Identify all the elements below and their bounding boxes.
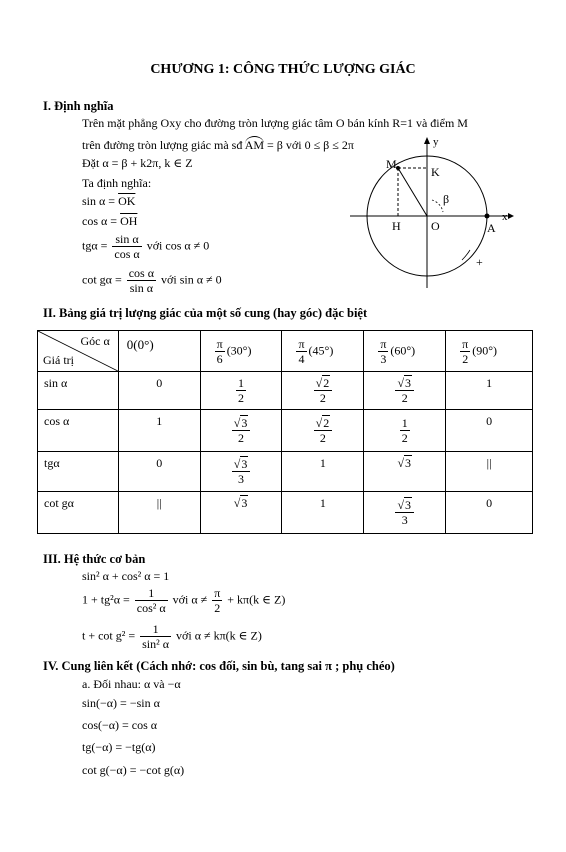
table-cell: 0 bbox=[118, 452, 200, 492]
table-cell: 1 bbox=[446, 372, 533, 410]
label-a: A bbox=[487, 221, 496, 235]
corner-value-label: Giá trị bbox=[43, 353, 74, 367]
row-header-sin: sin α bbox=[38, 372, 119, 410]
label-y: y bbox=[433, 136, 439, 148]
opposite-cotg: cot g(−α) = −cot g(α) bbox=[82, 763, 185, 777]
identity-1: sin² α + cos² α = 1 bbox=[82, 569, 170, 583]
sin-definition: $\sin \alpha = \overline{OK}$ bbox=[82, 194, 136, 208]
table-cell: $\frac{1}{2}$ bbox=[364, 410, 446, 452]
table-row-cotg bbox=[38, 492, 533, 534]
section-4-heading: IV. Cung liên kết (Cách nhớ: cos đối, sin bù, tang sai π ; phụ chéo) bbox=[43, 659, 395, 673]
trig-values-table bbox=[37, 330, 533, 534]
label-plus: + bbox=[476, 255, 483, 269]
label-x: x bbox=[502, 211, 508, 223]
opposite-tg: tg(−α) = −tg(α) bbox=[82, 740, 156, 754]
table-cell: $\frac{√2}{2}$ bbox=[282, 410, 364, 452]
col-header-0: 0(0°) bbox=[118, 331, 200, 372]
identity-2: 1 + tg²α = $\frac{1}{\text{cos² α}}$ với α ≠ $\frac{\pi}{2}$ + kπ(k ∈ Z) bbox=[82, 586, 286, 615]
table-cell: $\frac{√3}{2}$ bbox=[364, 372, 446, 410]
corner-angle-label: Góc α bbox=[80, 334, 110, 348]
row-header-cos: cos α bbox=[38, 410, 119, 452]
table-cell: || bbox=[446, 452, 533, 492]
tg-definition: tgα = $\frac{\text{sin α}}{\text{cos α}}$ với cos α ≠ 0 bbox=[82, 232, 210, 261]
label-m: M bbox=[386, 157, 397, 171]
row-header-tg: tgα bbox=[38, 452, 119, 492]
label-h: H bbox=[392, 219, 401, 233]
row-header-cotg: cot gα bbox=[38, 492, 119, 534]
col-header-30: $\frac{\pi}{6}$ (30°) bbox=[200, 331, 282, 372]
section-3-heading: III. Hệ thức cơ bản bbox=[43, 552, 146, 566]
cos-definition: $\cos \alpha = \overline{OH}$ bbox=[82, 214, 138, 228]
col-header-45: $\frac{\pi}{4}$ (45°) bbox=[282, 331, 364, 372]
table-cell: 0 bbox=[118, 372, 200, 410]
table-cell: 0 bbox=[446, 410, 533, 452]
cotg-definition: cot gα = $\frac{\text{cos α}}{\text{sin α}}$ với sin α ≠ 0 bbox=[82, 266, 222, 295]
unit-circle-figure bbox=[350, 132, 520, 292]
opposite-cos: cos(−α) = cos α bbox=[82, 718, 158, 732]
definition-line-2: trên đường tròn lượng giác mà sđ AM = β với 0 ≤ β ≤ 2π bbox=[82, 138, 354, 152]
table-cell: √3 bbox=[364, 452, 446, 492]
identity-3: t + cot g² = $\frac{1}{\text{sin² α}}$ với α ≠ kπ(k ∈ Z) bbox=[82, 622, 262, 651]
table-cell: $\frac{√2}{2}$ bbox=[282, 372, 364, 410]
table-row-sin bbox=[38, 372, 533, 410]
table-cell: $\frac{√3}{3}$ bbox=[200, 452, 282, 492]
table-cell: 0 bbox=[446, 492, 533, 534]
table-cell: $\frac{√3}{3}$ bbox=[364, 492, 446, 534]
table-cell: $\frac{√3}{2}$ bbox=[200, 410, 282, 452]
section-1-heading: I. Định nghĩa bbox=[43, 99, 114, 113]
table-cell: 1 bbox=[118, 410, 200, 452]
table-cell: 1 bbox=[282, 492, 364, 534]
col-header-60: $\frac{\pi}{3}$ (60°) bbox=[364, 331, 446, 372]
label-o: O bbox=[431, 219, 440, 233]
table-corner bbox=[38, 331, 119, 372]
col-header-90: $\frac{\pi}{2}$ (90°) bbox=[446, 331, 533, 372]
table-row-cos bbox=[38, 410, 533, 452]
table-cell: || bbox=[118, 492, 200, 534]
table-cell: 1 bbox=[282, 452, 364, 492]
label-k: K bbox=[431, 165, 440, 179]
table-cell: $\frac{1}{2}$ bbox=[200, 372, 282, 410]
define-label: Ta định nghĩa: bbox=[82, 176, 152, 190]
table-cell: √3 bbox=[200, 492, 282, 534]
definition-line-1: Trên mặt phẳng Oxy cho đường tròn lượng giác tâm O bán kính R=1 và điểm M bbox=[82, 116, 468, 130]
arc-am: AM bbox=[244, 138, 265, 152]
set-alpha: Đặt α = β + k2π, k ∈ Z bbox=[82, 156, 193, 170]
table-row-tg bbox=[38, 452, 533, 492]
opposite-sin: sin(−α) = −sin α bbox=[82, 696, 160, 710]
section-2-heading: II. Bảng giá trị lượng giác của một số cung (hay góc) đặc biệt bbox=[43, 306, 368, 320]
label-beta: β bbox=[443, 192, 450, 206]
page-title: CHƯƠNG 1: CÔNG THỨC LƯỢNG GIÁC bbox=[150, 62, 416, 77]
opposite-label: a. Đối nhau: α và −α bbox=[82, 677, 181, 691]
